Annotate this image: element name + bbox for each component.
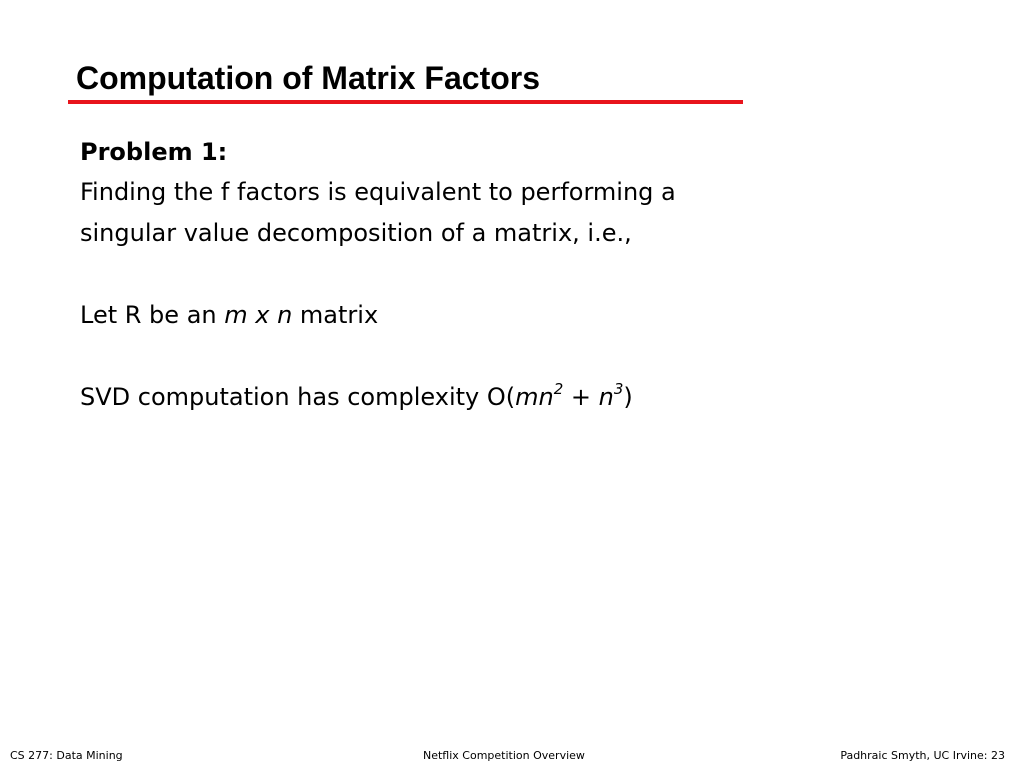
complexity-suffix: )	[623, 383, 633, 411]
complexity-prefix: SVD computation has complexity O(	[80, 383, 516, 411]
footer-course: CS 277: Data Mining	[10, 749, 123, 762]
matrix-definition-prefix: Let R be an	[80, 301, 225, 329]
footer-author-page: Padhraic Smyth, UC Irvine: 23	[840, 749, 1005, 762]
complexity-line	[80, 382, 633, 412]
complexity-exponent-3	[614, 380, 624, 398]
problem-heading: Problem 1:	[80, 138, 228, 166]
matrix-dimensions: m x n	[224, 301, 293, 329]
footer-topic: Netflix Competition Overview	[423, 749, 585, 762]
complexity-exponent-3-value: 3	[613, 380, 624, 398]
body-line-1: Finding the f factors is equivalent to performing a	[80, 178, 676, 206]
complexity-term-mn: mn	[515, 383, 554, 411]
complexity-exponent-2-value: 2	[553, 380, 564, 398]
title-underline	[68, 100, 743, 104]
slide-title: Computation of Matrix Factors	[76, 60, 541, 96]
matrix-definition-line	[80, 300, 378, 330]
complexity-exponent-2	[554, 380, 564, 398]
body-line-2: singular value decomposition of a matrix, i.e.,	[80, 219, 632, 247]
complexity-term-n: n	[598, 383, 614, 411]
matrix-definition-suffix: matrix	[292, 301, 379, 329]
complexity-plus: +	[563, 383, 599, 411]
